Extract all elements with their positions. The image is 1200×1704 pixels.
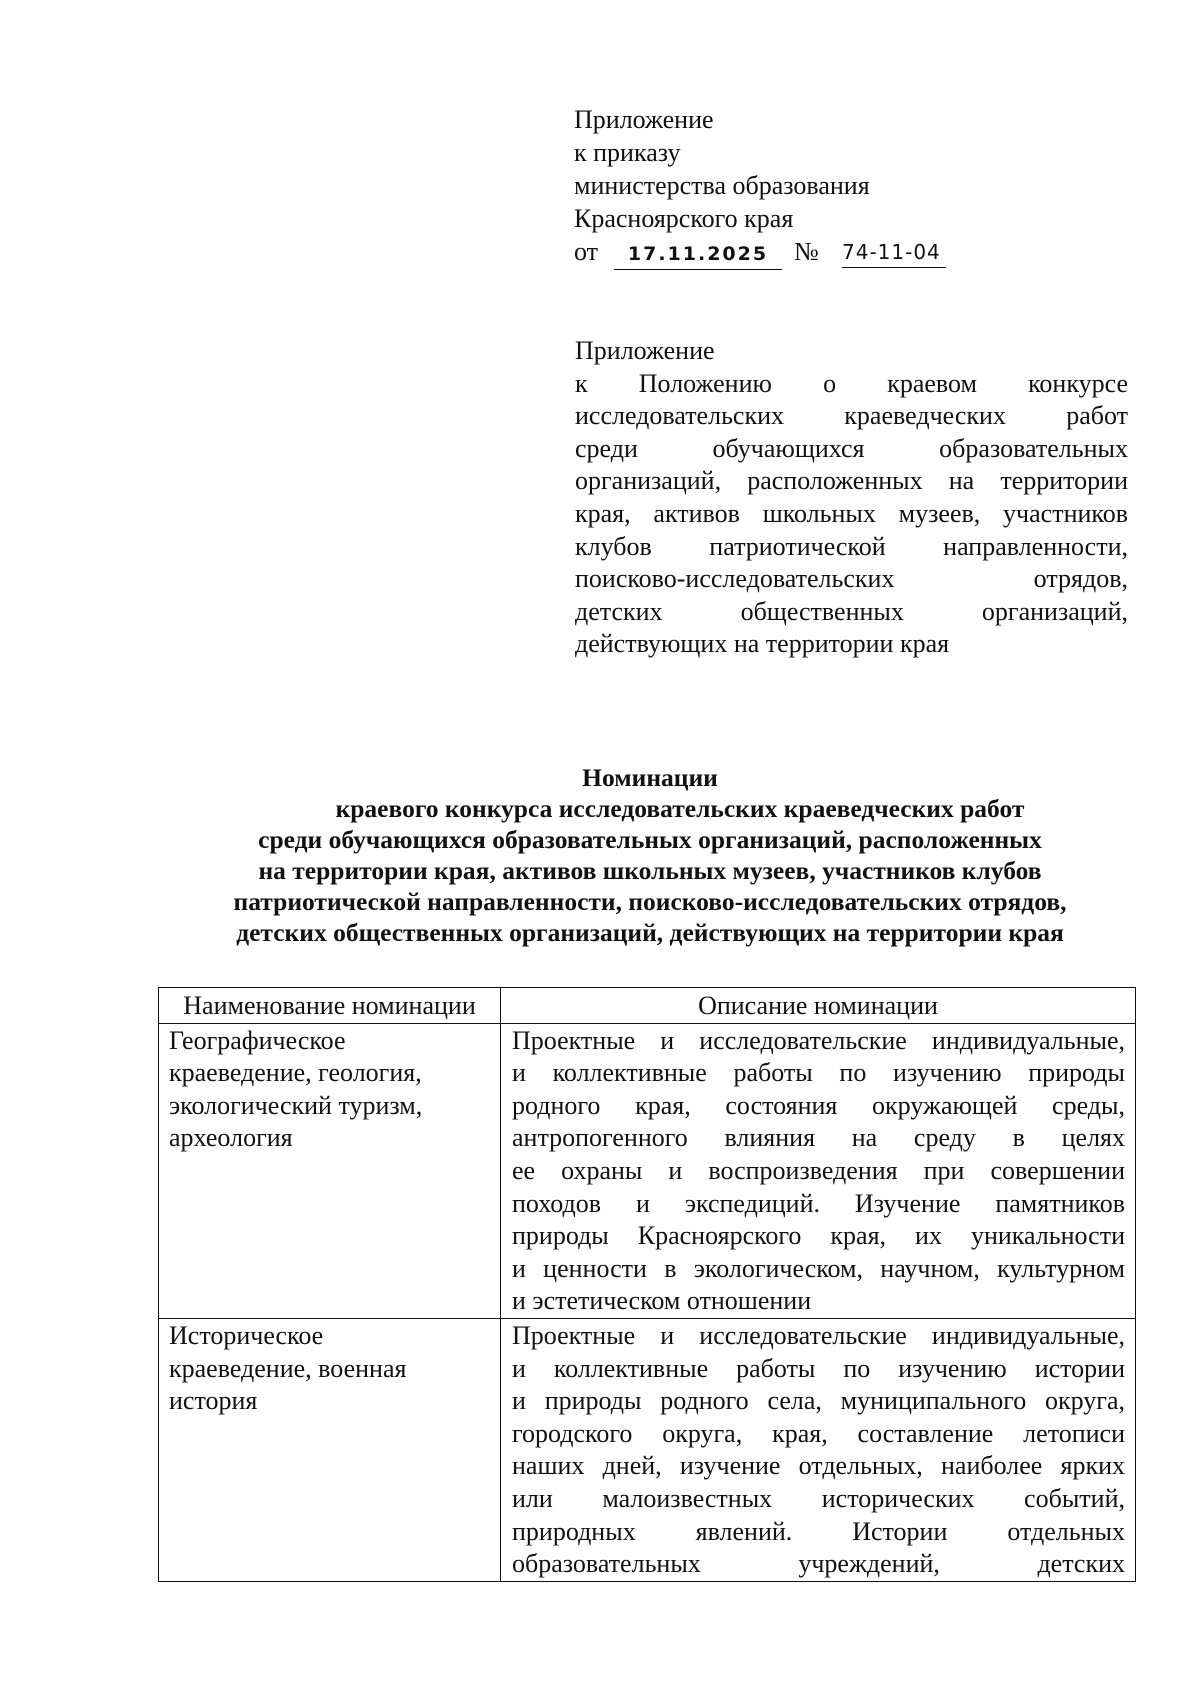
- description-line: и коллективные работы по изучению истории: [512, 1353, 1125, 1383]
- nomination-name-line: краеведение, военная: [169, 1353, 407, 1383]
- annex-line: организаций, расположенных на территории: [575, 466, 1128, 496]
- annex-line: исследовательских краеведческих работ: [575, 401, 1128, 431]
- nomination-name-line: археология: [169, 1123, 293, 1153]
- header-nomination-name: Наименование номинации: [159, 988, 501, 1024]
- table-header-row: [159, 988, 1136, 1024]
- annex-line: среди обучающихся образовательных: [575, 433, 1128, 463]
- nomination-description-cell: [501, 1023, 1136, 1318]
- order-date-number-line: [574, 235, 1134, 271]
- description-line: образовательных учреждений, детских: [512, 1549, 1125, 1579]
- nomination-name-cell: [159, 1023, 501, 1318]
- table-row: [159, 1023, 1136, 1318]
- nomination-name-cell: [159, 1318, 501, 1581]
- description-line: антропогенного влияния на среду в целях: [512, 1123, 1125, 1153]
- from-label: от: [574, 237, 599, 266]
- heading-title: Номинации: [582, 763, 718, 792]
- nomination-description-cell: [501, 1318, 1136, 1581]
- description-line: Проектные и исследовательские индивидуальные,: [512, 1025, 1125, 1055]
- appendix-line: Приложение: [574, 105, 714, 134]
- nominations-heading: [150, 762, 1150, 948]
- order-number: 74-11-04: [842, 241, 946, 268]
- appendix-line: министерства образования: [574, 171, 870, 200]
- appendix-line: к приказу: [574, 138, 681, 167]
- description-line: и ценности в экологическом, научном, культурном: [512, 1253, 1125, 1283]
- appendix-line: Красноярского края: [574, 204, 794, 233]
- nomination-name-line: экологический туризм,: [169, 1090, 423, 1120]
- annex-body: [575, 368, 1128, 661]
- nomination-name-line: Историческое: [169, 1320, 324, 1350]
- annex-line: поисково-исследовательских отрядов,: [575, 564, 1128, 594]
- heading-line: среди обучающихся образовательных организаций, расположенных: [258, 825, 1042, 854]
- heading-line: детских общественных организаций, действующих на территории края: [236, 918, 1064, 947]
- heading-line: краевого конкурса исследовательских краеведческих работ: [335, 794, 1025, 823]
- regulation-annex-block: [575, 335, 1128, 661]
- description-line: природных явлений. Истории отдельных: [512, 1516, 1125, 1546]
- annex-line: детских общественных организаций,: [575, 596, 1128, 626]
- order-date: 17.11.2025: [614, 243, 782, 270]
- nomination-name-line: Географическое: [169, 1025, 346, 1055]
- header-nomination-description: Описание номинации: [501, 988, 1136, 1024]
- annex-line: края, активов школьных музеев, участников: [575, 498, 1128, 528]
- nominations-table: [158, 987, 1136, 1582]
- description-line: или малоизвестных исторических событий,: [512, 1483, 1125, 1513]
- description-line: и природы родного села, муниципального округа,: [512, 1386, 1125, 1416]
- description-line: и коллективные работы по изучению природы: [512, 1058, 1125, 1088]
- description-line: городского округа, края, составление летописи: [512, 1418, 1125, 1448]
- heading-line: на территории края, активов школьных музеев, участников клубов: [258, 856, 1042, 885]
- table-row: [159, 1318, 1136, 1581]
- description-line: походов и экспедиций. Изучение памятников: [512, 1188, 1125, 1218]
- heading-line: патриотической направленности, поисково-исследовательских отрядов,: [233, 887, 1067, 916]
- description-line: ее охраны и воспроизведения при совершении: [512, 1155, 1125, 1185]
- number-label: №: [794, 237, 819, 266]
- nomination-name-line: краеведение, геология,: [169, 1058, 422, 1088]
- annex-line: к Положению о краевом конкурсе: [575, 368, 1128, 398]
- description-line: Проектные и исследовательские индивидуальные,: [512, 1320, 1125, 1350]
- annex-line: действующих на территории края: [575, 629, 950, 659]
- nomination-name-line: история: [169, 1386, 258, 1416]
- description-line: и эстетическом отношении: [512, 1286, 812, 1316]
- description-line: родного края, состояния окружающей среды,: [512, 1090, 1125, 1120]
- annex-title: Приложение: [575, 336, 715, 365]
- order-appendix-block: [574, 103, 1134, 271]
- annex-line: клубов патриотической направленности,: [575, 531, 1128, 561]
- description-line: природы Красноярского края, их уникальности: [512, 1221, 1125, 1251]
- description-line: наших дней, изучение отдельных, наиболее ярких: [512, 1451, 1125, 1481]
